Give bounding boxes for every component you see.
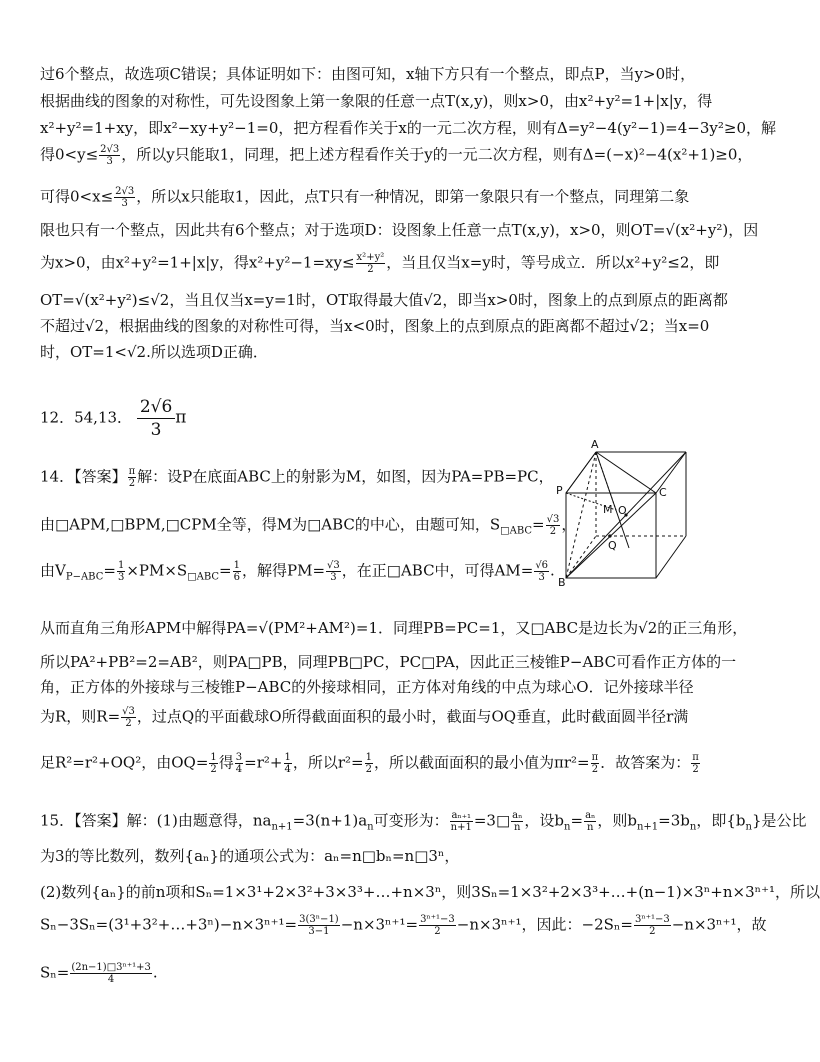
numerator: (2n−1)□3ⁿ⁺¹+3: [71, 962, 151, 973]
text-fragment: =: [532, 515, 545, 534]
denominator: 2: [365, 764, 373, 775]
subscript: n: [367, 821, 374, 833]
text-fragment: =3(n+1)a: [292, 811, 368, 830]
numerator: √3: [546, 514, 560, 525]
numerator: 1: [210, 752, 217, 763]
text-fragment: 得: [218, 753, 234, 772]
label-A: A: [591, 438, 599, 451]
denominator: n: [586, 822, 594, 833]
numerator: 3ⁿ⁺¹−3: [635, 914, 670, 925]
text-line: [40, 962, 158, 985]
fraction: [419, 914, 456, 937]
text-line: [40, 186, 689, 209]
numerator: aₙ: [585, 810, 596, 821]
fraction: [584, 810, 596, 833]
text-line: [40, 810, 806, 838]
fraction: [70, 962, 152, 985]
text-fragment: ×PM×S: [126, 561, 188, 580]
denominator: 3: [106, 156, 113, 167]
text-line: 所以PA²+PB²=2=AB²，则PA□PB，同理PB□PC，PC□PA，因此正三棱锥P−ABC可看作正方体的一: [40, 653, 737, 671]
fraction: [534, 560, 549, 583]
text-line: [40, 752, 701, 775]
text-fragment: 12．54,13．: [40, 408, 133, 427]
text-line: [40, 252, 719, 275]
denominator: 3−1: [308, 926, 330, 937]
label-Q: Q: [608, 539, 617, 552]
denominator: n+1: [450, 822, 472, 833]
numerator: x²+y²: [356, 252, 385, 263]
text-line: [40, 466, 554, 489]
denominator: 2: [591, 764, 599, 775]
text-line: 从而直角三角形APM中解得PA=√(PM²+AM²)=1．同理PB=PC=1，又□ABC是边长为√2的正三角形，: [40, 619, 748, 637]
text-fragment: 为x>0，由x²+y²=1+|x|y，得x²+y²−1=xy≤: [40, 253, 355, 272]
text-fragment: 由□APM,□BPM,□CPM全等，得M为□ABC的中心，由题可知，S: [40, 515, 501, 534]
fraction: [117, 560, 125, 583]
label-P: P: [556, 484, 563, 497]
text-fragment: }是公比: [751, 811, 807, 830]
subscript: n+1: [636, 821, 659, 833]
numerator: 1: [117, 560, 125, 571]
fraction: [235, 752, 243, 775]
text-fragment: =3b: [658, 811, 690, 830]
cube-diagram: [556, 438, 726, 589]
text-fragment: 可变形为：: [373, 811, 449, 830]
text-line: OT=√(x²+y²)≤√2，当且仅当x=y=1时，OT取得最大值√2，即当x>0时，图象上的点到原点的距离都: [40, 291, 728, 309]
text-fragment: =3□: [473, 811, 511, 830]
numerator: 2√6: [137, 396, 175, 419]
text-fragment: Sₙ−3Sₙ=(3¹+3²+…+3ⁿ)−n×3ⁿ⁺¹=: [40, 915, 298, 934]
text-fragment: ，则b: [597, 811, 637, 830]
pi-symbol: π: [175, 407, 187, 428]
text-fragment: ，当且仅当x=y时，等号成立．所以x²+y²≤2，即: [386, 253, 720, 272]
text-fragment: ，所以x只能取1，因此，点T只有一种情况，即第一象限只有一个整点，同理第二象: [136, 187, 690, 206]
text-fragment: −n×3ⁿ⁺¹，因此：−2Sₙ=: [456, 915, 633, 934]
text-fragment: ，: [561, 515, 577, 534]
text-line: (2)数列{aₙ}的前n项和Sₙ=1×3¹+2×3²+3×3³+…+n×3ⁿ，则3Sₙ=1×3²+2×3³+…+(n−1)×3ⁿ+n×3ⁿ⁺¹，所以: [40, 883, 820, 901]
denominator: 2: [128, 478, 136, 489]
fraction: [356, 252, 386, 275]
subscript: □ABC: [500, 525, 533, 537]
text-line: [40, 144, 752, 167]
cube-figure: [556, 438, 726, 589]
fraction: [298, 914, 340, 937]
text-line: 限也只有一个整点，因此共有6个整点；对于选项D：设图象上任意一点T(x,y)，x>0，则OT=√(x²+y²)，因: [40, 221, 759, 239]
text-fragment: 为R，则R=: [40, 707, 121, 726]
numerator: π: [692, 752, 699, 763]
text-fragment: ，所以截面面积的最小值为πr²=: [374, 753, 590, 772]
fraction: [691, 752, 700, 775]
numerator: √3: [122, 706, 135, 717]
text-fragment: 15．【答案】解：(1)由题意得，na: [40, 811, 272, 830]
fraction: [326, 560, 341, 583]
text-fragment: ，所以r²=: [292, 753, 364, 772]
denominator: 2: [125, 718, 132, 729]
text-fragment: ，解得PM=: [242, 561, 326, 580]
text-fragment: −n×3ⁿ⁺¹，故: [671, 915, 767, 934]
text-fragment: ，所以y只能取1，同理，把上述方程看作关于y的一元二次方程，则有Δ=(−x)²−4(x²+1)≥0，: [121, 145, 753, 164]
text-fragment: =: [219, 561, 232, 580]
text-fragment: =: [570, 811, 584, 830]
text-fragment: Sₙ=: [40, 963, 70, 982]
label-O: O: [618, 504, 627, 517]
denominator: 2: [210, 764, 217, 775]
text-fragment: 14．【答案】: [40, 467, 127, 486]
numerator: 1: [284, 752, 291, 763]
text-fragment: ，在正□ABC中，可得AM=: [341, 561, 534, 580]
label-B: B: [558, 576, 566, 589]
text-line: 时，OT=1<√2.所以选项D正确．: [40, 343, 268, 361]
text-fragment: 足R²=r²+OQ²，由OQ=: [40, 753, 209, 772]
denominator: 2: [367, 264, 374, 275]
subscript: n: [689, 821, 697, 833]
text-line: x²+y²=1+xy，即x²−xy+y²−1=0，把方程看作关于x的一元二次方程，则有Δ=y²−4(y²−1)=4−3y²≥0，解: [40, 119, 776, 137]
text-line: 根据曲线的图象的对称性，可先设图象上第一象限的任意一点T(x,y)，则x>0，由x²+y²=1+|x|y，得: [40, 92, 713, 110]
numerator: aₙ: [512, 810, 523, 821]
fraction: [511, 810, 523, 833]
text-line: 不超过√2，根据曲线的图象的对称性可得，当x<0时，图象上的点到原点的距离都不超过√2；当x=0: [40, 317, 710, 335]
numerator: π: [591, 752, 599, 763]
text-fragment: ．故答案为：: [600, 753, 691, 772]
numerator: √6: [535, 560, 549, 571]
fraction: [209, 752, 217, 775]
denominator: 2: [549, 526, 557, 537]
denominator: n: [514, 822, 521, 833]
subscript: n: [564, 821, 571, 833]
fraction: [114, 186, 135, 209]
denominator: 3: [121, 198, 128, 209]
numerator: 3(3ⁿ−1): [299, 914, 339, 925]
fraction: [121, 706, 136, 729]
text-fragment: =r²+: [244, 753, 283, 772]
numerator: aₙ₊₁: [451, 810, 472, 821]
text-fragment: 由V: [40, 561, 66, 580]
answer-12-13: [40, 396, 186, 441]
text-line: [40, 706, 688, 729]
text-fragment: =: [103, 561, 116, 580]
fraction: [128, 466, 137, 489]
denominator: 4: [107, 974, 115, 985]
text-fragment: ，即{b: [696, 811, 746, 830]
text-fragment: 解：设P在底面ABC上的射影为M，如图，因为PA=PB=PC，: [137, 467, 554, 486]
text-line: [40, 914, 766, 937]
denominator: 3: [117, 572, 125, 583]
numerator: 1: [365, 752, 373, 763]
text-fragment: 得0<y≤: [40, 145, 99, 164]
subscript: n: [745, 821, 752, 833]
fraction: [233, 560, 241, 583]
text-fragment: .: [152, 963, 158, 982]
text-line: [40, 514, 576, 542]
fraction: [137, 396, 175, 441]
denominator: 3: [330, 572, 337, 583]
numerator: 3: [235, 752, 243, 763]
text-line: 为3的等比数列，数列{aₙ}的通项公式为：aₙ=n□bₙ=n□3ⁿ，: [40, 847, 460, 865]
text-line: 过6个整点，故选项C错误；具体证明如下：由图可知，x轴下方只有一个整点，即点P，当y>0时，: [40, 65, 696, 83]
subscript: n+1: [271, 821, 293, 833]
label-C: C: [659, 486, 667, 499]
fraction: [634, 914, 671, 937]
denominator: 2: [692, 764, 699, 775]
numerator: 1: [233, 560, 240, 571]
numerator: 3ⁿ⁺¹−3: [420, 914, 455, 925]
denominator: 6: [233, 572, 240, 583]
text-fragment: ，过点Q的平面截球O所得截面面积的最小时，截面与OQ垂直，此时截面圆半径r满: [136, 707, 689, 726]
text-fragment: 可得0<x≤: [40, 187, 114, 206]
text-line: 角，正方体的外接球与三棱锥P−ABC的外接球相同，正方体对角线的中点为球心O．记外接球半径: [40, 678, 694, 696]
numerator: π: [128, 466, 136, 477]
denominator: 4: [284, 764, 291, 775]
denominator: 3: [150, 420, 162, 440]
text-fragment: −n×3ⁿ⁺¹=: [340, 915, 419, 934]
numerator: 2√3: [100, 144, 120, 155]
fraction: [99, 144, 120, 167]
denominator: 3: [538, 572, 545, 583]
text-line: [40, 560, 555, 588]
denominator: 2: [649, 926, 656, 937]
numerator: 2√3: [115, 186, 135, 197]
subscript: P−ABC: [65, 571, 104, 583]
denominator: 2: [434, 926, 441, 937]
denominator: 4: [235, 764, 243, 775]
subscript: □ABC: [187, 571, 220, 583]
text-fragment: ，设b: [524, 811, 565, 830]
fraction: [591, 752, 600, 775]
label-M: M: [603, 503, 613, 516]
fraction: [365, 752, 373, 775]
numerator: √3: [327, 560, 340, 571]
text-fragment: .: [550, 561, 555, 580]
fraction: [284, 752, 292, 775]
fraction: [450, 810, 473, 833]
